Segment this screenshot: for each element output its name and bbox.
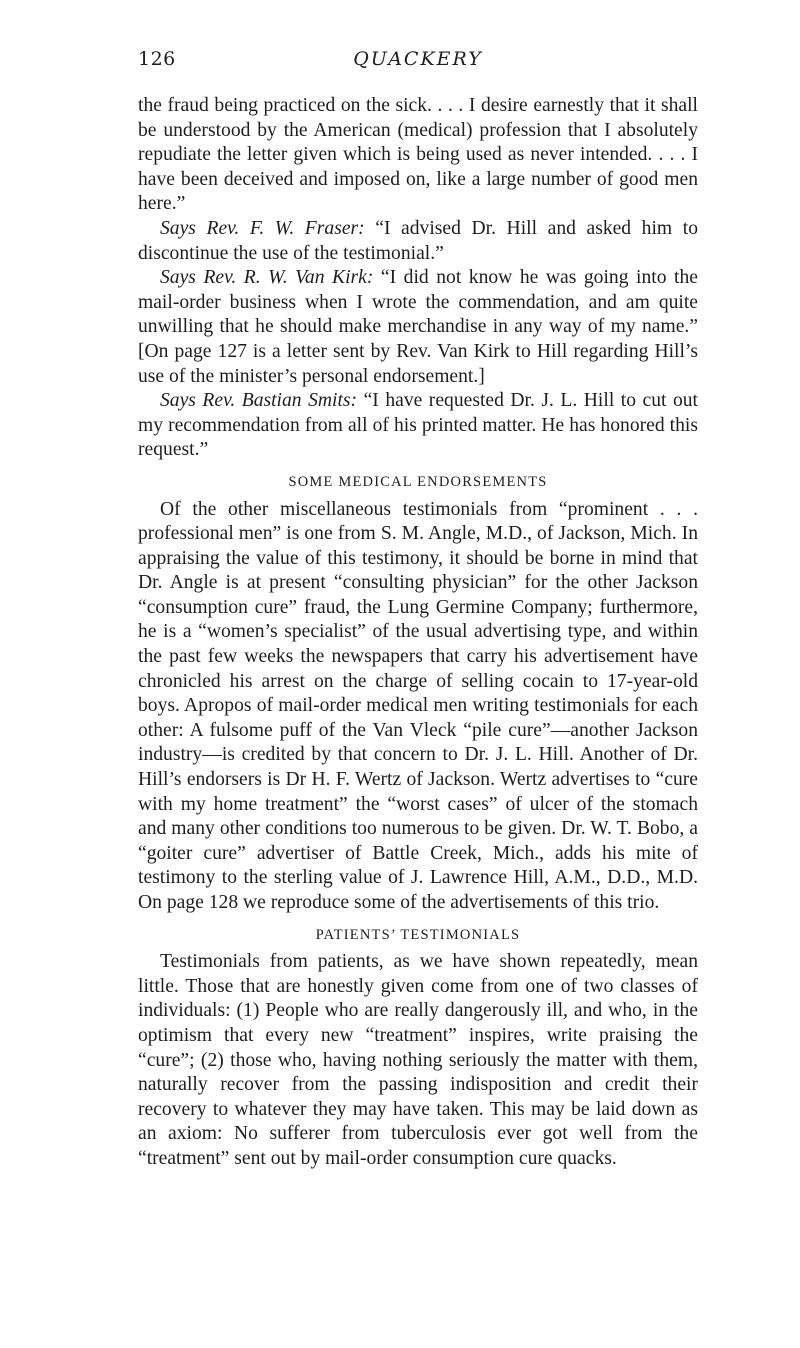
body-text	[138, 94, 698, 1172]
quote-van-kirk: “I did not know he was going into the mail-order business when I wrote the commendation, and am quite unwilling that he should make merchandise in any way of my name.” [On page 127 is a letter sent by Rev. Van Kirk to Hill regarding Hill’s use of the minister’s personal endorsement.]	[138, 267, 698, 387]
paragraph-continuation: the fraud being practiced on the sick. . . . I desire earnestly that it shall be understood by the American (medical) profession that I absolutely repudiate the letter given which is being used as never intended. . . . I have been deceived and imposed on, like a large number of good men here.”	[138, 95, 698, 215]
running-title: QUACKERY	[353, 48, 483, 70]
section-heading-medical-endorsements: SOME MEDICAL ENDORSEMENTS	[288, 473, 548, 490]
paragraph-fraser	[138, 217, 698, 266]
paragraph-smits	[138, 389, 698, 463]
quote-fraser: “I advised Dr. Hill and asked him to discontinue the use of the testimonial.”	[138, 217, 698, 264]
section-heading-patients-testimonials: PATIENTS’ TESTIMONIALS	[315, 926, 521, 943]
quote-smits: “I have requested Dr. J. L. Hill to cut out my recommendation from all of his printed matter. He has honored this request.”	[138, 390, 698, 461]
paragraph-van-kirk	[138, 266, 698, 389]
page-number: 126	[138, 48, 176, 70]
paragraph-patients-testimonials: Testimonials from patients, as we have shown repeatedly, mean little. Those that are honestly given come from one of two classes of individuals: (1) People who are really dangerously ill, and who, in the optimism that every new “treatment” inspires, write praising the “cure”; (2) those who, having nothing seriously the matter with them, naturally recover from the passing indisposition and credit their recovery to whatever they may have taken. This may be laid down as an axiom: No sufferer from tuberculosis ever got well from the “treatment” sent out by mail-order consumption cure quacks.	[138, 951, 698, 1169]
speaker-van-kirk: Says Rev. R. W. Van Kirk:	[160, 267, 374, 289]
running-head	[138, 48, 698, 78]
paragraph-medical-endorsements: Of the other miscellaneous testimonials from “prominent . . . professional men” is one from S. M. Angle, M.D., of Jackson, Mich. In appraising the value of this testimony, it should be borne in mind that Dr. Angle is at present “consulting physician” for the other Jackson “consumption cure” fraud, the Lung Germine Company; furthermore, he is a “women’s specialist” of the usual advertising type, and within the past few weeks the newspapers that carry his advertisement have chronicled his arrest on the charge of selling cocain to 17-year-old boys. Apropos of mail-order medical men writing testimonials for each other: A fulsome puff of the Van Vleck “pile cure”—another Jackson industry—is credited by that concern to Dr. J. L. Hill. Another of Dr. Hill’s endorsers is Dr H. F. Wertz of Jackson. Wertz advertises to “cure with my home treatment” the “worst cases” of ulcer of the stomach and many other conditions too numerous to be given. Dr. W. T. Bobo, a “goiter cure” advertiser of Battle Creek, Mich., adds his mite of testimony to the sterling value of J. Lawrence Hill, A.M., D.D., M.D. On page 128 we reproduce some of the advertisements of this trio.	[138, 498, 698, 913]
speaker-fraser: Says Rev. F. W. Fraser:	[160, 217, 365, 239]
speaker-smits: Says Rev. Bastian Smits:	[160, 390, 358, 412]
